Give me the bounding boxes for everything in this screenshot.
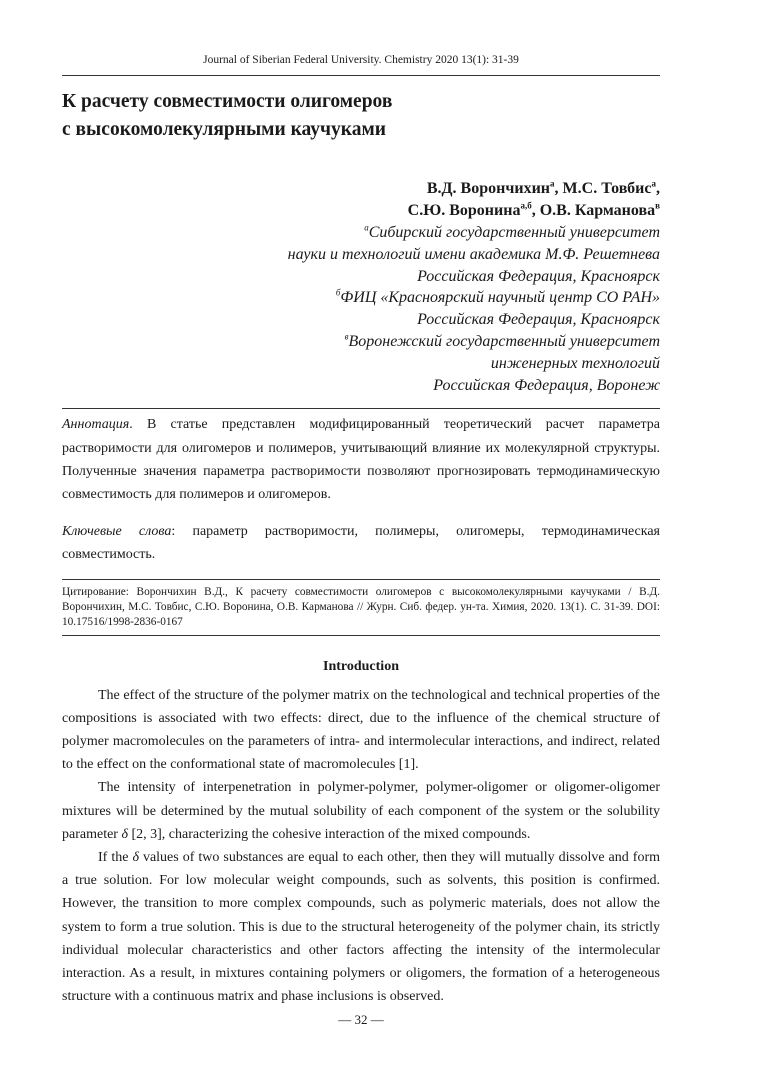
aff-line: Российская Федерация, Воронеж <box>433 376 660 394</box>
title-line-2: с высокомолекулярными каучуками <box>62 119 386 140</box>
aff-mark: в <box>344 331 349 342</box>
article-title <box>62 88 660 144</box>
author: М.С. Товбис <box>562 180 652 197</box>
keywords <box>62 520 660 566</box>
author: С.Ю. Воронина <box>407 202 521 219</box>
abstract <box>62 413 660 506</box>
body-text <box>62 684 660 1009</box>
keywords-label: Ключевые слова <box>62 524 172 540</box>
sep: , <box>554 180 563 197</box>
author-sup: а <box>651 178 656 189</box>
affiliations <box>62 222 660 396</box>
text: [2, 3], characterizing the cohesive interaction of the mixed compounds. <box>127 826 531 842</box>
author: О.В. Карманова <box>539 202 656 219</box>
sep: , <box>531 202 540 219</box>
citation-rule-bottom <box>62 635 660 636</box>
page-number: — 32 — <box>338 1012 384 1028</box>
author: В.Д. Ворончихин <box>426 180 551 197</box>
citation-rule-top <box>62 579 660 580</box>
delta-symbol: δ <box>132 850 139 866</box>
paragraph: The effect of the structure of the polymer matrix on the technological and technical properties of the compositions is associated with two effects: direct, due to the influence of the chemical structure of polymer macromolecules on the parameters of intra- and intermolecular interactions, and indirect, related to the effect on the conformational state of macromolecules [1]. <box>62 687 660 773</box>
author-sup: в <box>655 200 660 211</box>
running-header: Journal of Siberian Federal University. Chemistry 2020 13(1): 31-39 <box>203 54 519 66</box>
abstract-text: . В статье представлен модифицированный теоретический расчет параметра растворимости для олигомеров и полимеров, учитывающий влияние их молекулярной структуры. Полученные значения параметра растворимости позволяют прогнозировать термодинамическую совместимость для полимеров и олигомеров. <box>62 417 660 502</box>
aff-mark: а <box>364 222 369 233</box>
page <box>62 0 660 1038</box>
sep: , <box>656 180 660 197</box>
aff-line: Сибирский государственный университет <box>368 224 660 241</box>
text: The intensity of interpenetration in polymer-polymer, polymer-oligomer or oligomer-oligomer mixtures will be determined by the mutual solubility of each component of the system or the solubility parameter <box>62 780 660 842</box>
abstract-label: Аннотация <box>62 417 130 433</box>
text: values of two substances are equal to each other, then they will mutually dissolve and form a true solution. For low molecular weight compounds, such as solvents, this position is confirmed. However, the transition to more complex compounds, such as polymeric materials, does not allow the system to form a true solution. This is due to the structural heterogeneity of the polymer chain, its strictly individual molecular characteristics and other factors affecting the intensity of the intermolecular interaction. As a result, in mixtures containing polymers or oligomers, the formation of a heterogeneous structure with a continuous matrix and phase inclusions is observed. <box>62 850 660 1005</box>
author-sup: а,б <box>520 200 532 211</box>
paragraph <box>62 776 660 846</box>
aff-line: науки и технологий имени академика М.Ф. Решетнева <box>287 245 660 263</box>
aff-mark: б <box>335 288 341 299</box>
text: If the <box>98 850 133 866</box>
aff-line: ФИЦ «Красноярский научный центр СО РАН» <box>340 289 660 307</box>
section-heading: Introduction <box>323 658 399 674</box>
aff-line: Воронежский государственный университет <box>348 332 660 350</box>
citation: Цитирование: Ворончихин В.Д., К расчету совместимости олигомеров с высокомолекулярными каучуками / В.Д. Ворончихин, М.С. Товбис, С.Ю. Воронина, О.В. Карманова // Журн. Сиб. федер. ун-та. Химия, 2020. 13(1). С. 31-39. DOI: 10.17516/1998-2836-0167 <box>62 585 660 628</box>
header-rule <box>62 75 660 76</box>
author-sup: а <box>550 178 555 189</box>
aff-line: Российская Федерация, Красноярск <box>417 311 660 329</box>
paragraph <box>62 846 660 1008</box>
authors <box>62 178 660 222</box>
keywords-text: : параметр растворимости, полимеры, олигомеры, термодинамическая совместимость. <box>62 524 660 563</box>
delta-symbol: δ <box>121 826 128 842</box>
aff-line: Российская Федерация, Красноярск <box>417 267 660 285</box>
aff-line: инженерных технологий <box>490 354 660 372</box>
abstract-rule <box>62 408 660 409</box>
title-line-1: К расчету совместимости олигомеров <box>62 91 393 112</box>
